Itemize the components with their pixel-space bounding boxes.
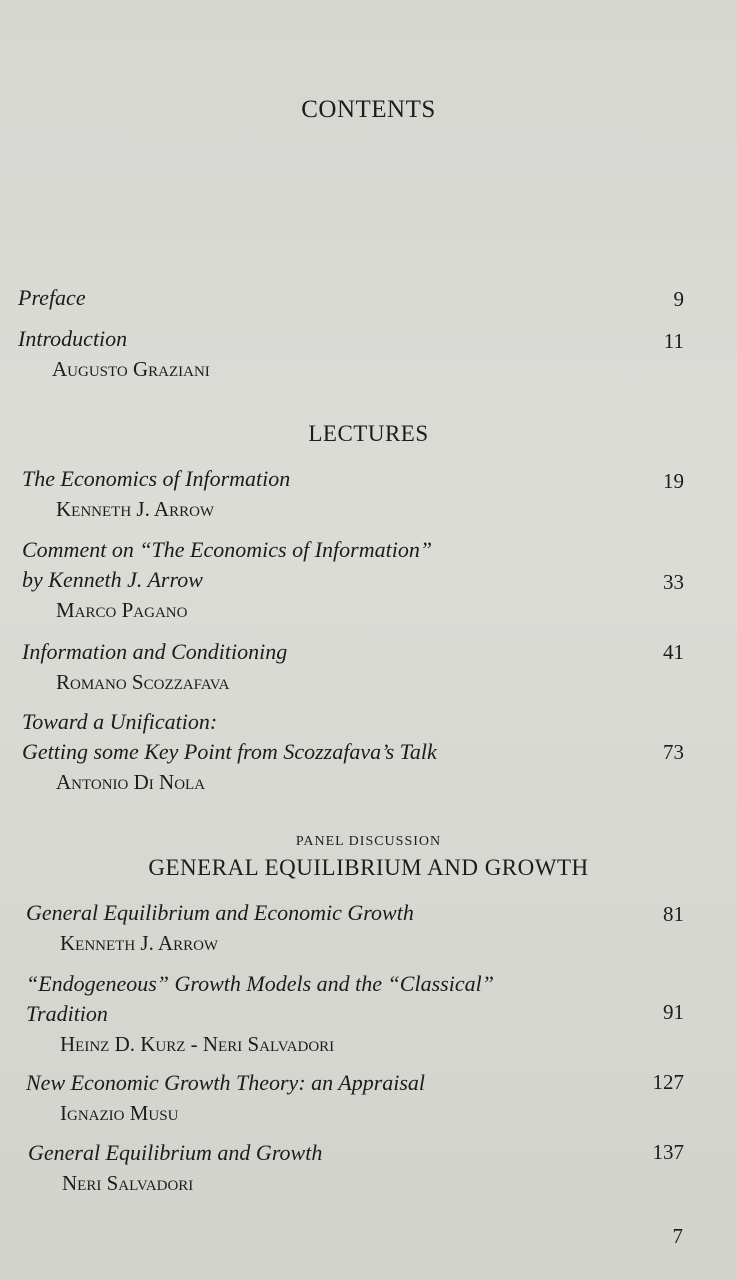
toc-entry — [26, 898, 414, 958]
toc-entry — [22, 535, 432, 625]
entry-author: Kenneth J. Arrow — [56, 497, 215, 521]
entry-title-continued: Getting some Key Point from Scozzafava’s Talk — [22, 739, 437, 764]
panel-discussion-label: PANEL DISCUSSION — [295, 834, 442, 849]
entry-author: Augusto Graziani — [52, 357, 210, 381]
toc-entry — [28, 1138, 322, 1198]
toc-entry-introduction — [18, 324, 210, 384]
folio-page-number: 7 — [672, 1224, 683, 1248]
toc-entry — [26, 1068, 425, 1128]
toc-entry — [22, 464, 290, 524]
entry-title: Information and Conditioning — [22, 639, 288, 664]
page-number: 73 — [663, 740, 684, 764]
page-number: 137 — [652, 1140, 684, 1164]
entry-author: Heinz D. Kurz - Neri Salvadori — [60, 1032, 335, 1056]
section-heading-lectures: LECTURES — [308, 421, 429, 446]
page-number: 33 — [663, 570, 684, 594]
entry-title: Preface — [18, 285, 86, 310]
page-title: CONTENTS — [301, 96, 436, 123]
entry-title: The Economics of Information — [22, 466, 291, 491]
entry-title: Introduction — [18, 326, 128, 351]
entry-title: Toward a Unification: — [22, 709, 218, 734]
entry-author: Neri Salvadori — [62, 1171, 194, 1195]
entry-title: General Equilibrium and Growth — [28, 1140, 323, 1165]
page-number: 81 — [663, 902, 684, 926]
entry-title-continued: by Kenneth J. Arrow — [22, 567, 203, 592]
toc-entry — [26, 969, 494, 1059]
page-number: 19 — [663, 469, 684, 493]
page-number: 11 — [663, 329, 684, 353]
entry-title: New Economic Growth Theory: an Appraisal — [26, 1070, 426, 1095]
page-number: 41 — [663, 640, 684, 664]
toc-entry — [22, 707, 437, 797]
entry-author: Romano Scozzafava — [56, 670, 230, 694]
entry-title: Comment on “The Economics of Information” — [22, 537, 433, 562]
entry-author: Ignazio Musu — [60, 1101, 179, 1125]
page-number: 91 — [663, 1000, 684, 1024]
page-number: 9 — [673, 287, 684, 311]
toc-entry-preface — [18, 283, 86, 313]
entry-title: “Endogeneous” Growth Models and the “Classical” — [26, 971, 494, 996]
entry-author: Kenneth J. Arrow — [60, 931, 219, 955]
page-number: 127 — [652, 1070, 684, 1094]
entry-title-continued: Tradition — [26, 1001, 108, 1026]
entry-author: Marco Pagano — [56, 598, 188, 622]
toc-entry — [22, 637, 287, 697]
section-heading-panel: GENERAL EQUILIBRIUM AND GROWTH — [148, 855, 589, 880]
entry-author: Antonio Di Nola — [56, 770, 206, 794]
entry-title: General Equilibrium and Economic Growth — [26, 900, 414, 925]
